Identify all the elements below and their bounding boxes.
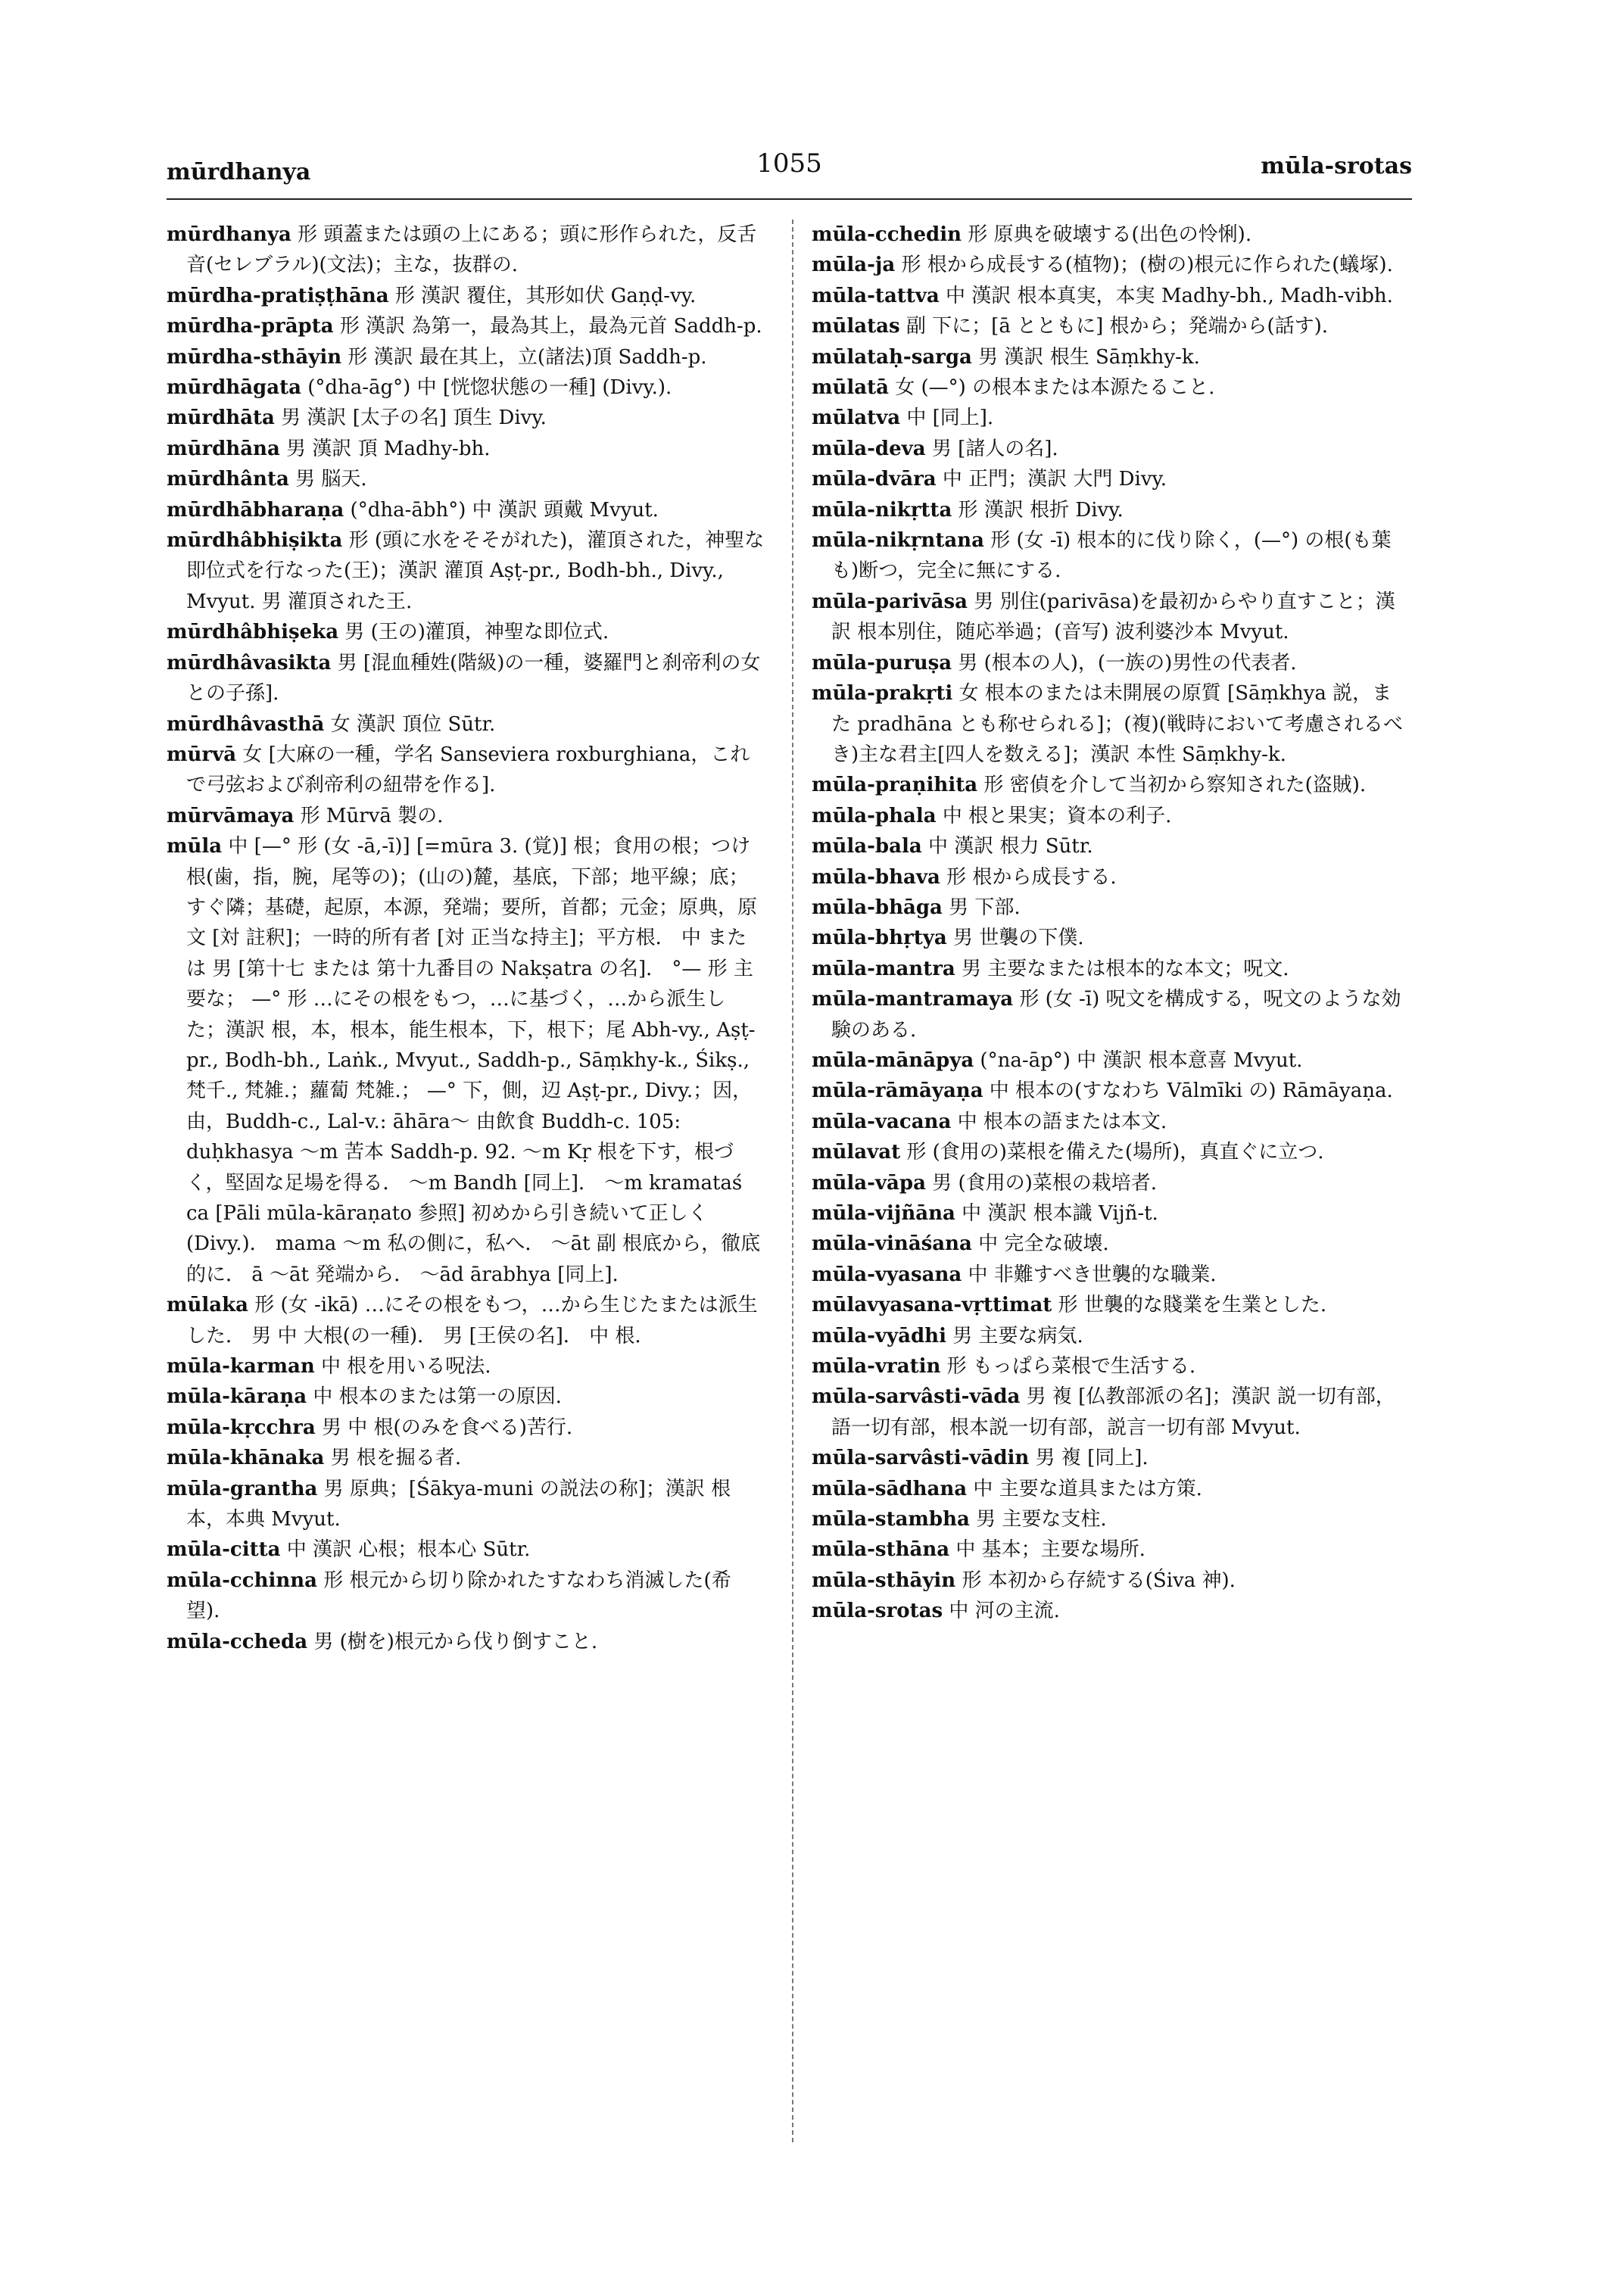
- entry-definition: 中 根本の語または本文.: [951, 1110, 1167, 1133]
- entry-headword: mūla-bhava: [812, 865, 940, 889]
- dictionary-entry: [167, 464, 765, 494]
- entry-headword: mūla-grantha: [167, 1477, 318, 1500]
- dictionary-entry: [812, 1198, 1410, 1229]
- entry-definition: 形 (食用の)菜根を備えた(場所)，真直ぐに立つ.: [900, 1141, 1324, 1164]
- entry-headword: mūrvāmaya: [167, 804, 295, 827]
- header-rule: [167, 198, 1412, 200]
- dictionary-entry: [167, 1351, 765, 1382]
- dictionary-entry: [812, 250, 1410, 280]
- entry-definition: 男 主要なまたは根本的な本文；呪文.: [955, 957, 1289, 980]
- dictionary-entry: [812, 1107, 1410, 1137]
- entry-headword: mūla-praṇihita: [812, 774, 978, 797]
- right-column: [812, 220, 1410, 1627]
- entry-headword: mūla-nikṛntana: [812, 529, 984, 553]
- entry-definition: 男 (根本の人)，(一族の)男性の代表者.: [952, 651, 1297, 675]
- dictionary-entry: [167, 740, 765, 801]
- entry-definition: 男 世襲の下僕.: [946, 927, 1084, 950]
- entry-definition: (°dha-ābh°) 中 漢訳 頭戴 Mvyut.: [344, 498, 659, 522]
- dictionary-entry: [812, 1504, 1410, 1534]
- dictionary-entry: [812, 372, 1410, 403]
- entry-definition: 女 (—°) の根本または本源たること.: [889, 376, 1215, 400]
- entry-definition: 中 漢訳 心根；根本心 Sūtr.: [280, 1538, 531, 1562]
- entry-headword: mūrdhābharaṇa: [167, 498, 344, 522]
- entry-definition: 男 (樹を)根元から伐り倒すこと.: [307, 1630, 598, 1653]
- entry-headword: mūla-vratin: [812, 1355, 941, 1379]
- dictionary-entry: [812, 648, 1410, 678]
- entry-headword: mūlavat: [812, 1141, 901, 1164]
- entry-definition: 形 漢訳 為第一，最為其上，最為元首 Saddh-p.: [333, 315, 762, 338]
- entry-headword: mūla-ccheda: [167, 1630, 308, 1653]
- dictionary-entry: [812, 403, 1410, 433]
- entry-headword: mūla-bhāga: [812, 896, 943, 919]
- dictionary-entry: [167, 1413, 765, 1443]
- entry-definition: 形 原典を破壊する(出色の怜悧).: [962, 223, 1252, 246]
- entry-definition: 男 別住(parivāsa)を最初からやり直すこと；漢訳 根本別住，随応举過；(音写) 波利婆沙本 Mvyut.: [831, 590, 1395, 644]
- dictionary-entry: [167, 311, 765, 341]
- entry-headword: mūla-bala: [812, 835, 922, 858]
- entry-definition: 形 根から成長する(植物)；(樹の)根元に作られた(蟻塚).: [895, 254, 1393, 277]
- entry-definition: 女 根本のまたは未開展の原質 [Sāṃkhya 説，また pradhāna とも称せられる]；(複)(戦時において考慮されるべき)主な君主[四人を数える]；漢訳 本性 Sāṃkhy-k.: [831, 682, 1403, 766]
- entry-headword: mūrdhâbhiṣikta: [167, 529, 343, 553]
- entry-headword: mūrdhāgata: [167, 376, 301, 400]
- entry-definition: 中 漢訳 根力 Sūtr.: [921, 835, 1093, 858]
- dictionary-entry: [167, 281, 765, 311]
- entry-headword: mūrdhāta: [167, 407, 275, 430]
- dictionary-entry: [167, 220, 765, 281]
- entry-definition: 中 [—° 形 (女 -ā,-ī)] [=mūra 3. (覚)] 根；食用の根；つけ根(歯，指，腕，尾等の)；(山の)麓，基底，下部；地平線；底；すぐ隣；基礎，起原，本源，発端；要所，首都；元金；原典，原文 [対 註釈]；一時的所有者 [対 正当な持主]；平方根． 中 または 男 [第十七 または 第十九番目の Nakṣatra の名]． °— 形 主要な； —° 形 …にその根をもつ，…に基づく，…から派生した；漢訳 根，本，根本，能生根本，下，根下；尾 Abh-vy., Aṣṭ-pr., Bodh-bh., Laṅk., Mvyut., Saddh-p., Sāṃkhy-k., Śikṣ., 梵千., 梵雑.；蘿蔔 梵雑.； —° 下，側，辺 Aṣṭ-pr., Divy.；因，由，Buddh-c., Lal-v.: āhāra～ 由飲食 Buddh-c. 105: duḥkhasya ～m 苦本 Saddh-p. 92. ～m Kṛ 根を下す，根づく，堅固な足場を得る． ～m Bandh [同上]． ～m kramataś ca [Pāli mūla-kāraṇato 参照] 初めから引き続いて正しく(Divy.)． mama ～m 私の側に，私へ． ～āt 副 根底から，徹底的に． ā ～āt 発端から． ～ād ārabhya [同上].: [186, 835, 761, 1286]
- entry-definition: 男 複 [仏教部派の名]；漢訳 説一切有部，語一切有部，根本説一切有部，説言一切有部 Mvyut.: [831, 1385, 1395, 1439]
- entry-headword: mūrdhāna: [167, 437, 280, 460]
- entry-definition: 形 世襲的な賤業を生業とした.: [1052, 1294, 1327, 1317]
- dictionary-entry: [167, 1566, 765, 1627]
- entry-headword: mūla-parivāsa: [812, 590, 968, 613]
- entry-definition: 形 (女 -ikā) …にその根をもつ，…から生じたまたは派生した． 男 中 大根(の一種)． 男 [王侯の名]． 中 根.: [186, 1294, 758, 1347]
- dictionary-entry: [812, 954, 1410, 984]
- entry-definition: 形 (女 -ī) 呪文を構成する，呪文のような効験のある.: [831, 988, 1401, 1042]
- entry-definition: 中 完全な破壊.: [971, 1232, 1109, 1256]
- dictionary-entry: [812, 525, 1410, 587]
- entry-headword: mūla-rāmāyaṇa: [812, 1080, 983, 1103]
- entry-headword: mūla-cchedin: [812, 223, 962, 246]
- dictionary-entry: [812, 801, 1410, 831]
- entry-definition: 形 根元から切り除かれたすなわち消滅した(希望).: [186, 1569, 731, 1623]
- entry-definition: 男 漢訳 根生 Sāṃkhy-k.: [971, 345, 1200, 369]
- dictionary-entry: [167, 525, 765, 617]
- entry-definition: 中 主要な道具または方策.: [967, 1477, 1202, 1500]
- dictionary-entry: [812, 1168, 1410, 1198]
- entry-headword: mūrdhâbhiṣeka: [167, 621, 339, 644]
- entry-definition: 男 複 [同上].: [1029, 1447, 1149, 1470]
- entry-headword: mūla-vijñāna: [812, 1202, 955, 1225]
- entry-definition: 女 漢訳 頂位 Sūtr.: [324, 712, 496, 736]
- dictionary-entry: [812, 281, 1410, 311]
- entry-headword: mūrdha-prāpta: [167, 315, 334, 338]
- left-column: [167, 220, 765, 1657]
- entry-definition: 形 本初から存続する(Śiva 神).: [955, 1569, 1236, 1592]
- entry-headword: mūrdhânta: [167, 468, 289, 491]
- entry-definition: 中 根本のまたは第一の原因.: [307, 1385, 562, 1409]
- dictionary-entry: [167, 1627, 765, 1657]
- entry-headword: mūlavyasana-vṛttimat: [812, 1294, 1052, 1317]
- entry-headword: mūla-vyasana: [812, 1263, 962, 1286]
- right-guide-word: mūla-srotas: [1261, 153, 1412, 179]
- dictionary-entry: [167, 434, 765, 464]
- entry-definition: 形 Mūrvā 製の.: [294, 804, 444, 827]
- entry-headword: mūla-ja: [812, 254, 896, 277]
- entry-definition: 男 漢訳 頂 Madhy-bh.: [279, 437, 491, 460]
- entry-definition: 形 漢訳 覆住，其形如伏 Gaṇḍ-vy.: [388, 284, 697, 307]
- entry-headword: mūla-vāpa: [812, 1171, 926, 1195]
- entry-definition: 男 [混血種姓(階級)の一種，婆羅門と刹帝利の女との子孫].: [186, 651, 761, 706]
- dictionary-entry: [167, 709, 765, 740]
- dictionary-entry: [812, 1596, 1410, 1626]
- dictionary-entry: [167, 1382, 765, 1412]
- entry-definition: 女 [大麻の一種，学名 Sanseviera roxburghiana，これで弓弦および刹帝利の紐帯を作る].: [186, 743, 750, 797]
- entry-definition: 男 下部.: [942, 896, 1021, 919]
- dictionary-entry: [167, 495, 765, 525]
- dictionary-entry: [167, 617, 765, 647]
- dictionary-entry: [167, 342, 765, 372]
- entry-headword: mūla-nikṛtta: [812, 498, 952, 522]
- entry-definition: 形 漢訳 最在其上，立(諸法)頂 Saddh-p.: [341, 345, 707, 369]
- entry-definition: 中 非難すべき世襲的な職業.: [962, 1263, 1217, 1286]
- entry-definition: 男 (王の)灌頂，神聖な即位式.: [338, 621, 609, 644]
- dictionary-entry: [167, 1290, 765, 1351]
- entry-definition: 男 中 根(のみを食べる)苦行.: [315, 1416, 573, 1439]
- dictionary-entry: [812, 1321, 1410, 1351]
- dictionary-entry: [812, 1076, 1410, 1106]
- dictionary-entry: [167, 801, 765, 831]
- dictionary-entry: [167, 403, 765, 433]
- entry-headword: mūlaka: [167, 1294, 248, 1317]
- entry-headword: mūlatas: [812, 315, 900, 338]
- entry-definition: 男 [諸人の名].: [925, 437, 1058, 460]
- dictionary-entry: [812, 831, 1410, 861]
- entry-headword: mūla-bhṛtya: [812, 927, 947, 950]
- entry-headword: mūla-sādhana: [812, 1477, 968, 1500]
- entry-definition: 中 河の主流.: [943, 1600, 1060, 1623]
- entry-definition: 形 もっぱら菜根で生活する.: [940, 1355, 1196, 1379]
- entry-headword: mūla-prakṛti: [812, 682, 953, 706]
- entry-definition: 中 正門；漢訳 大門 Divy.: [936, 468, 1167, 491]
- entry-headword: mūla: [167, 835, 223, 858]
- entry-definition: 男 主要な病気.: [946, 1324, 1083, 1347]
- dictionary-entry: [812, 220, 1410, 250]
- entry-definition: 副 下に；[ā とともに] 根から；発端から(話す).: [899, 315, 1329, 338]
- dictionary-entry: [812, 1137, 1410, 1167]
- dictionary-entry: [812, 893, 1410, 923]
- entry-definition: 形 根から成長する.: [940, 865, 1117, 889]
- entry-headword: mūla-citta: [167, 1538, 281, 1562]
- entry-headword: mūla-kāraṇa: [167, 1385, 307, 1409]
- page-header: [167, 148, 1412, 194]
- entry-definition: 中 根を用いる呪法.: [314, 1355, 491, 1379]
- entry-headword: mūrdha-sthāyin: [167, 345, 342, 369]
- entry-definition: 中 [同上].: [900, 407, 994, 430]
- dictionary-entry: [167, 1474, 765, 1535]
- dictionary-entry: [167, 372, 765, 403]
- entry-headword: mūla-dvāra: [812, 468, 937, 491]
- dictionary-entry: [167, 1443, 765, 1473]
- entry-headword: mūla-puruṣa: [812, 651, 952, 675]
- entry-headword: mūrdha-pratiṣṭhāna: [167, 284, 389, 307]
- dictionary-entry: [812, 1290, 1410, 1320]
- entry-headword: mūla-cchinna: [167, 1569, 318, 1592]
- entry-headword: mūrvā: [167, 743, 237, 766]
- entry-headword: mūrdhâvasthā: [167, 712, 325, 736]
- entry-headword: mūlatva: [812, 407, 901, 430]
- entry-headword: mūlataḥ-sarga: [812, 345, 972, 369]
- entry-definition: 男 (食用の)菜根の栽培者.: [925, 1171, 1158, 1195]
- entry-definition: 形 密偵を介して当初から察知された(盗賊).: [977, 774, 1367, 797]
- entry-headword: mūla-srotas: [812, 1600, 943, 1623]
- entry-definition: 男 根を掘る者.: [324, 1447, 462, 1470]
- entry-headword: mūrdhâvasikta: [167, 651, 332, 675]
- dictionary-entry: [812, 923, 1410, 953]
- entry-headword: mūla-mantra: [812, 957, 955, 980]
- dictionary-entry: [812, 1382, 1410, 1443]
- entry-headword: mūla-vināśana: [812, 1232, 972, 1256]
- entry-definition: 中 根本の(すなわち Vālmīki の) Rāmāyaṇa.: [983, 1080, 1393, 1103]
- dictionary-entry: [812, 1045, 1410, 1076]
- dictionary-entry: [812, 1260, 1410, 1290]
- entry-headword: mūla-stambha: [812, 1508, 970, 1531]
- dictionary-entry: [812, 1566, 1410, 1596]
- entry-headword: mūla-phala: [812, 804, 937, 827]
- dictionary-entry: [812, 770, 1410, 800]
- entry-definition: 男 主要な支柱.: [969, 1508, 1107, 1531]
- dictionary-entry: [812, 862, 1410, 893]
- entry-definition: 中 漢訳 根本真実，本実 Madhy-bh., Madh-vibh.: [939, 284, 1393, 307]
- dictionary-entry: [812, 1443, 1410, 1473]
- entry-headword: mūrdhanya: [167, 223, 291, 246]
- entry-definition: (°dha-āg°) 中 [恍惚状態の一種] (Divy.).: [301, 376, 672, 400]
- dictionary-entry: [812, 587, 1410, 648]
- dictionary-entry: [812, 1229, 1410, 1259]
- entry-headword: mūla-sarvâsti-vāda: [812, 1385, 1021, 1409]
- entry-definition: 形 漢訳 根折 Divy.: [952, 498, 1124, 522]
- entry-headword: mūla-khānaka: [167, 1447, 325, 1470]
- dictionary-entry: [812, 1351, 1410, 1382]
- entry-definition: (°na-āp°) 中 漢訳 根本意喜 Mvyut.: [974, 1048, 1303, 1072]
- entry-definition: 中 漢訳 根本識 Vijñ-t.: [955, 1202, 1158, 1225]
- dictionary-entry: [812, 434, 1410, 464]
- dictionary-entry: [812, 984, 1410, 1045]
- entry-headword: mūla-sthāna: [812, 1538, 950, 1562]
- entry-headword: mūla-karman: [167, 1355, 315, 1379]
- dictionary-entry: [812, 1534, 1410, 1565]
- entry-headword: mūlatā: [812, 376, 889, 400]
- left-guide-word: mūrdhanya: [167, 159, 311, 185]
- page-number: 1055: [756, 148, 822, 179]
- dictionary-entry: [812, 342, 1410, 372]
- entry-headword: mūla-tattva: [812, 284, 940, 307]
- entry-definition: 形 (女 -ī) 根本的に伐り除く，(—°) の根(も葉も)断つ，完全に無にする.: [831, 529, 1392, 583]
- entry-definition: 男 原典；[Śākya-muni の説法の称]；漢訳 根本，本典 Mvyut.: [186, 1477, 731, 1531]
- dictionary-entry: [812, 1474, 1410, 1504]
- entry-headword: mūla-vacana: [812, 1110, 952, 1133]
- entry-definition: 男 漢訳 [太子の名] 頂生 Divy.: [274, 407, 547, 430]
- entry-definition: 形 頭蓋または頭の上にある；頭に形作られた，反舌音(セレブラル)(文法)；主な，抜群の.: [186, 223, 757, 277]
- entry-headword: mūla-deva: [812, 437, 926, 460]
- dictionary-entry: [812, 495, 1410, 525]
- dictionary-entry: [167, 831, 765, 1290]
- entry-definition: 男 脳天.: [288, 468, 367, 491]
- entry-headword: mūla-mānāpya: [812, 1048, 974, 1072]
- entry-headword: mūla-kṛcchra: [167, 1416, 316, 1439]
- entry-headword: mūla-vyādhi: [812, 1324, 946, 1347]
- column-divider: [792, 220, 793, 2142]
- entry-definition: 形 (頭に水をそそがれた)，灌頂された，神聖な即位式を行なった(王)；漢訳 灌頂 Aṣṭ-pr., Bodh-bh., Divy., Mvyut. 男 灌頂された王.: [186, 529, 765, 613]
- dictionary-entry: [167, 648, 765, 709]
- entry-definition: 中 根と果実；資本の利子.: [936, 804, 1172, 827]
- dictionary-entry: [812, 464, 1410, 494]
- entry-headword: mūla-sarvâsti-vādin: [812, 1447, 1030, 1470]
- dictionary-entry: [812, 678, 1410, 770]
- entry-headword: mūla-sthāyin: [812, 1569, 956, 1592]
- entry-definition: 中 基本；主要な場所.: [949, 1538, 1146, 1562]
- dictionary-entry: [167, 1534, 765, 1565]
- dictionary-entry: [812, 311, 1410, 341]
- entry-headword: mūla-mantramaya: [812, 988, 1014, 1011]
